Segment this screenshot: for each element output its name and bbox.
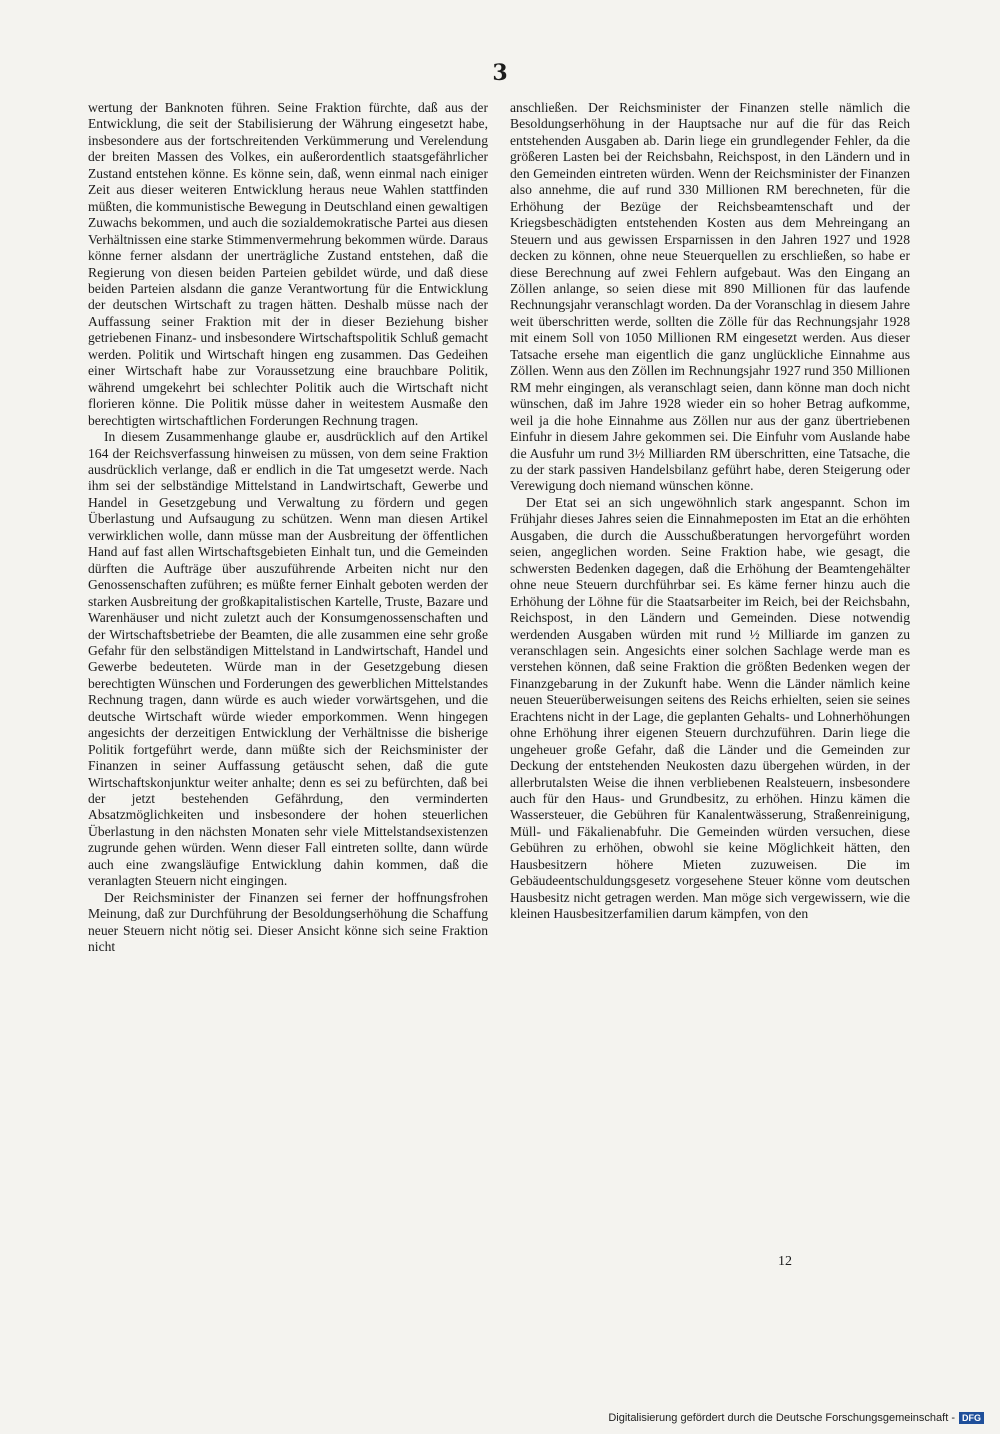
dfg-logo: DFG	[959, 1412, 984, 1424]
digitization-footer	[608, 1412, 984, 1424]
paragraph: Der Etat sei an sich ungewöhnlich stark angespannt. Schon im Frühjahr dieses Jahres seien die Einnahmeposten im Etat an die erhöhten Ausgaben, die durch die Ausschußberatungen hervorgeführt worden seien, angeglichen worden. Seine Fraktion habe, wie gesagt, die schwersten Bedenken dagegen, daß die Erhöhung der Beamtengehälter ohne neue Steuern durchführbar sei. Es käme ferner hinzu auch die Erhöhung der Löhne für die Staatsarbeiter im Reich, bei der Reichsbahn, Reichspost, in den Ländern und Gemeinden. Diese notwendig werdenden Ausgaben würden mit rund ½ Milliarde im ganzen zu veranschlagen sein. Angesichts einer solchen Sachlage werde man es verstehen können, daß seine Fraktion die größten Bedenken wegen der Finanzgebarung in der Zukunft habe. Wenn die Länder nämlich keine neuen Steuerüberweisungen seitens des Reichs erhielten, seien sie seines Erachtens nicht in der Lage, die geplanten Gehalts- und Lohnerhöhungen ohne Erhöhung ihrer eigenen Steuern durchzuführen. Darin liege die ungeheuer große Gefahr, daß die Länder und die Gemeinden zur Deckung der entstehenden Neukosten dazu übergehen würden, in der allerbrutalsten Weise die ihnen verbliebenen Realsteuern, insbesondere auch für den Haus- und Grundbesitz, zu erhöhen. Hinzu kämen die Wassersteuer, die Gebühren für Kanalentwässerung, Straßenreinigung, Müll- und Fäkalienabfuhr. Die Gemeinden würden versuchen, diese Gebühren zu erhöhen, obwohl sie keine Möglichkeit hätten, den Hausbesitzern höhere Mieten zuzuweisen. Die im Gebäudeentschuldungsgesetz vorgesehene Steuer könne vom deutschen Hausbesitz nicht getragen werden. Man möge sich vergewissern, wie die kleinen Hausbesitzerfamilien darum kämpfen, von den	[510, 494, 910, 922]
paragraph: wertung der Banknoten führen. Seine Fraktion fürchte, daß aus der Entwicklung, die seit der Stabilisierung der Währung eingesetzt habe, insbesondere aus der fortschreitenden Verkümmerung und Verelendung der breiten Massen des Volkes, ein außerordentlich staatsgefährlicher Zustand entstehen könne. Es könne sein, daß, wenn einmal nach einiger Zeit aus dieser weiteren Entwicklung heraus neue Wahlen stattfinden müßten, die kommunistische Bewegung in Deutschland einen gewaltigen Zuwachs bekommen, und auch die sozialdemokratische Partei aus diesen Verhältnissen eine starke Stimmenvermehrung bekommen würde. Daraus könne ferner alsdann der unerträgliche Zustand entstehen, daß die Regierung von diesen beiden Parteien gebildet würde, und daß diese beiden Parteien alsdann die ganze Verantwortung für die Entwicklung der deutschen Wirtschaft zu tragen hätten. Deshalb müsse nach der Auffassung seiner Fraktion mit der in dieser Beziehung bisher getriebenen Finanz- und insbesondere Wirtschaftspolitik Schluß gemacht werden. Politik und Wirtschaft hingen eng zusammen. Das Gedeihen einer Wirtschaft habe zur Voraussetzung eine brauchbare Politik, während umgekehrt bei schlechter Politik auch die Wirtschaft nicht florieren könne. Die Politik müsse daher in weitestem Ausmaße den berechtigten wirtschaftlichen Forderungen Rechnung tragen.	[88, 100, 488, 428]
right-column	[510, 100, 910, 923]
left-column	[88, 100, 488, 956]
paragraph: Der Reichsminister der Finanzen sei ferner der hoffnungsfrohen Meinung, daß zur Durchführung der Besoldungserhöhung die Schaffung neuer Steuern nicht nötig sei. Dieser Ansicht könne sich seine Fraktion nicht	[88, 889, 488, 955]
paragraph: In diesem Zusammenhange glaube er, ausdrücklich auf den Artikel 164 der Reichsverfassung hinweisen zu müssen, von dem seine Fraktion ausdrücklich verlange, daß er endlich in die Tat umgesetzt werde. Nach ihm sei der selbständige Mittelstand in Landwirtschaft, Gewerbe und Handel in Gesetzgebung und Verwaltung zu fördern und gegen Überlastung und Aufsaugung zu schützen. Wenn man diesen Artikel verwirklichen wolle, dann müsse man der Ausbreitung der öffentlichen Hand auf fast allen Wirtschaftsgebieten Einhalt tun, und die Gemeinden dürften die Aufträge über auszuführende Arbeiten nicht nur den Genossenschaften zuführen; es müßte ferner Einhalt geboten werden der starken Ausbreitung der großkapitalistischen Kartelle, Truste, Bazare und Warenhäuser und nicht zuletzt auch der Konsumgenossenschaften und der Wirtschaftsbetriebe der Beamten, die alle zusammen eine sehr große Gefahr für den selbständigen Mittelstand in Landwirtschaft, Handel und Gewerbe bedeuteten. Würde man in der Gesetzgebung diesen berechtigten Wünschen und Forderungen des gewerblichen Mittelstandes Rechnung tragen, dann würde es auch wieder vorwärtsgehen, und die deutsche Wirtschaft würde wieder emporkommen. Wenn hingegen angesichts der derzeitigen Entwicklung der Verhältnisse die bisherige Politik fortgeführt werde, dann müßte sich der Reichsminister der Finanzen in seiner Auffassung getäuscht sehen, daß die gute Wirtschaftskonjunktur weiter anhalte; denn es sei zu befürchten, daß bei der jetzt bestehenden Gefährdung, den verminderten Absatzmöglichkeiten und insbesondere der hohen steuerlichen Überlastung in den nächsten Monaten sehr viele Mittelstandsexistenzen zugrunde gehen würden. Wenn dieser Fall eintreten sollte, dann würde auch eine zwangsläufige Entwicklung dahin kommen, daß die veranlagten Steuern nicht eingingen.	[88, 429, 488, 889]
paragraph: anschließen. Der Reichsminister der Finanzen stelle nämlich die Besoldungserhöhung in der Hauptsache nur auf die für das Reich entstehenden Ausgaben ab. Darin liege ein grundlegender Fehler, da die größeren Lasten bei der Reichsbahn, Reichspost, in den Ländern und in den Gemeinden eintreten würden. Wenn der Reichsminister der Finanzen also annehme, die auf rund 330 Millionen RM berechneten, für die Erhöhung der Bezüge der Reichsbeamtenschaft und der Kriegsbeschädigten entstehenden Kosten aus dem Mehreingang an Steuern und aus gewissen Ersparnissen in den Jahren 1927 und 1928 decken zu können, ohne neue Steuerquellen zu erschließen, so habe er diese Berechnung auf zwei Fehlern aufgebaut. Was den Eingang an Zöllen anlange, so seien diese mit 890 Millionen für das laufende Rechnungsjahr veranschlagt worden. Da der Voranschlag in diesem Jahre weit überschritten werde, sollten die Zölle für das Rechnungsjahr 1928 mit einem Soll von 1050 Millionen RM eingesetzt werden. Aus dieser Tatsache ersehe man eigentlich die ganz unglückliche Einnahme aus Zöllen. Wenn aus den Zöllen im Rechnungsjahr 1927 rund 350 Millionen RM mehr eingingen, als veranschlagt seien, dann könne man doch nicht wünschen, daß im Jahre 1928 wieder ein so hoher Betrag aufkomme, weil ja die hohe Einnahme aus Zöllen nur aus der ganz übertriebenen Einfuhr in diesem Jahre gekommen sei. Die Einfuhr vom Auslande habe die Ausfuhr um rund 3½ Milliarden RM überschritten, eine Tatsache, die zu der stark passiven Handelsbilanz geführt habe, deren Steigerung oder Verewigung doch niemand wünschen könne.	[510, 100, 910, 494]
page-number: 3	[492, 60, 508, 86]
footer-text: Digitalisierung gefördert durch die Deutsche Forschungsgemeinschaft -	[608, 1412, 955, 1424]
signature-mark: 12	[778, 1254, 792, 1269]
